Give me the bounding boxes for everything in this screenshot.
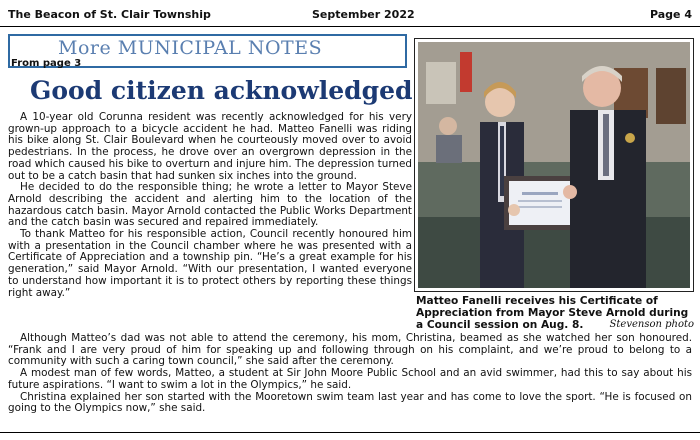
article-headline: Good citizen acknowledged: [30, 76, 413, 105]
section-title: More MUNICIPAL NOTES: [58, 37, 323, 59]
photo-illustration: [418, 42, 690, 288]
page-number: Page 4: [649, 8, 692, 21]
article-body-wide: [8, 333, 692, 415]
article-paragraph: A modest man of few words, Matteo, a student at Sir John Moore Public School and an avid swimmer, had this to say about his future aspirations. “I want to swim a lot in the Olympics,” he said.: [8, 367, 692, 391]
article-paragraph: He decided to do the responsible thing; he wrote a letter to Mayor Steve Arnold describing the accident and alerting him to the location of the hazardous catch basin. Mayor Arnold contacted the Public Works Department and the catch basin was secured and repaired immediately.: [8, 181, 412, 229]
header-rule: [0, 26, 700, 27]
article-paragraph: Although Matteo’s dad was not able to attend the ceremony, his mom, Christina, beamed as she watched her son honoured. “Frank and I are very proud of him for speaking up and following through on his complaint, and we’re proud to belong to a community with such a caring town council,” she said after the ceremony.: [8, 332, 692, 368]
publication-name: The Beacon of St. Clair Township: [8, 8, 211, 21]
article-paragraph: Christina explained her son started with the Mooretown swim team last year and has come to love the sport. “He is focused on going to the Olympics now,” she said.: [8, 390, 692, 415]
article-paragraph: To thank Matteo for his responsible action, Council recently honoured him with a presentation in the Council chamber where he was presented with a Certificate of Appreciation and a township pin. “He’s a great example for his generation,” said Mayor Arnold. “With our presentation, I wanted everyone to understand how important it is to protect others by reporting these things right away.”: [8, 228, 412, 299]
certificate-photo: [418, 42, 690, 288]
continued-from: From page 3: [11, 58, 82, 69]
article-body-column: [8, 112, 412, 299]
issue-date: September 2022: [312, 8, 415, 21]
caption-text: Matteo Fanelli receives his Certificate of Appreciation from Mayor Steve Arnold during a Council session on Aug. 8.: [416, 295, 689, 331]
article-paragraph: A 10-year old Corunna resident was recently acknowledged for his very grown-up approach to a bicycle accident he had. Matteo Fanelli was riding his bike along St. Clair Boulevard when he courteously moved over to avoid pedestrians. In the process, he drove over an overgrown depression in the road which caused his bike to overturn and injure him. The depression turned out to be a catch basin that had sunken six inches into the ground.: [8, 111, 412, 182]
photo-caption: [416, 295, 694, 331]
footer-rule: [0, 432, 700, 433]
photo-credit: Stevenson photo: [609, 319, 694, 330]
